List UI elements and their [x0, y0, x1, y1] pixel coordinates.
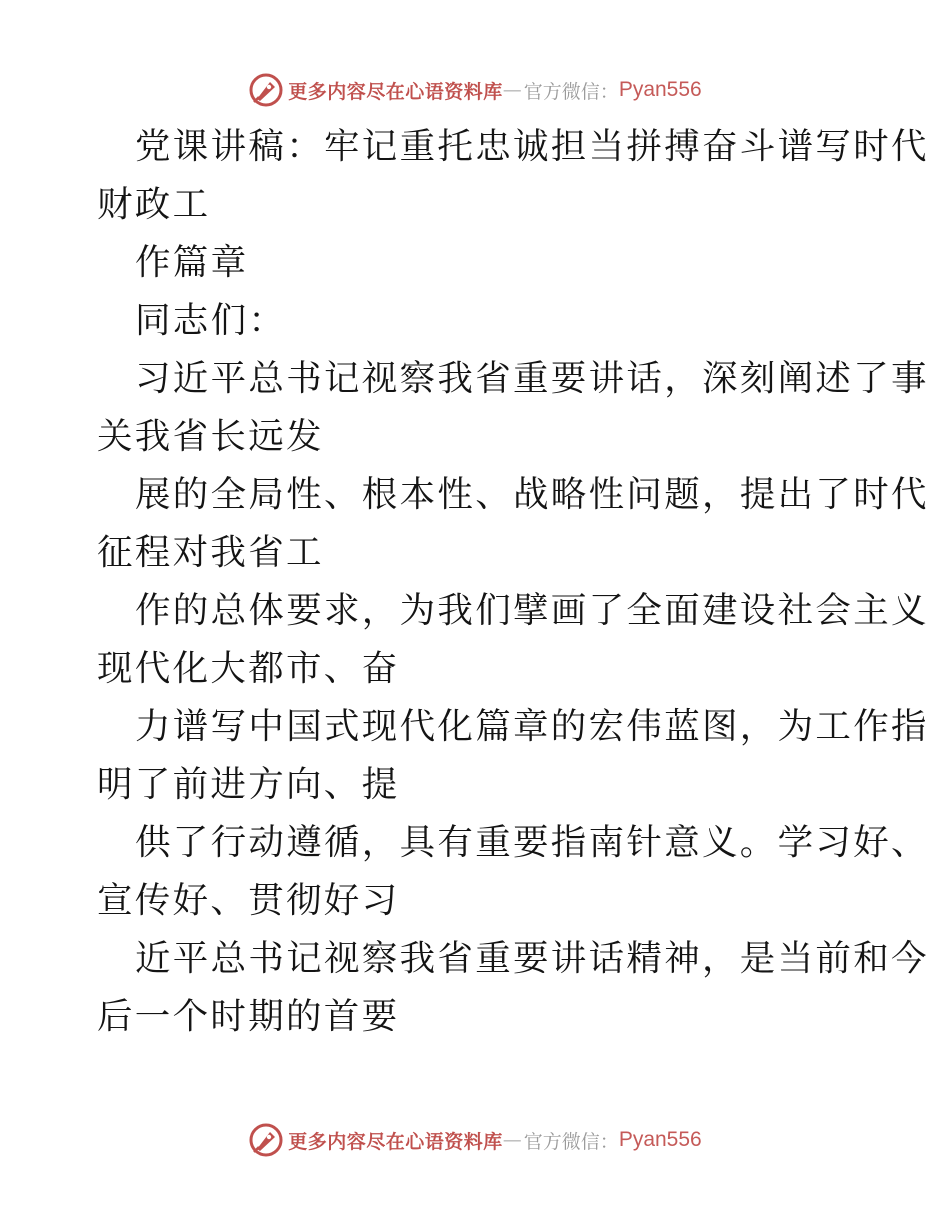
watermark-site-name: 更多内容尽在心语资料库 [288, 80, 503, 103]
watermark-wechat-label: 官方微信： [523, 80, 619, 103]
text-line: 党课讲稿：牢记重托忠诚担当拼搏奋斗谱写时代 [135, 126, 929, 167]
watermark-dash: — [502, 1129, 522, 1151]
watermark-wechat-label: 官方微信： [523, 1130, 619, 1153]
text-line: 展的全局性、根本性、战略性问题，提出了时代 [135, 474, 929, 515]
text-line: 财政工 [97, 184, 211, 225]
text-line: 作篇章 [135, 242, 249, 283]
watermark-dash: — [502, 79, 522, 101]
text-line: 作的总体要求，为我们擘画了全面建设社会主义 [135, 590, 929, 631]
text-line: 供了行动遵循，具有重要指南针意义。学习好、 [135, 822, 929, 863]
text-line: 关我省长远发 [97, 416, 324, 457]
document-body [97, 118, 929, 1046]
text-line: 宣传好、贯彻好习 [97, 880, 400, 921]
watermark-site-name: 更多内容尽在心语资料库 [288, 1130, 503, 1153]
text-line: 力谱写中国式现代化篇章的宏伟蓝图，为工作指 [135, 706, 929, 747]
text-line: 同志们： [135, 300, 287, 341]
text-line: 征程对我省工 [97, 532, 324, 573]
watermark-wechat-id: Pyan556 [618, 78, 702, 101]
text-line: 现代化大都市、奋 [97, 648, 400, 689]
pen-nib-circle-icon [248, 72, 284, 108]
text-line: 习近平总书记视察我省重要讲话，深刻阐述了事 [135, 358, 929, 399]
text-line: 明了前进方向、提 [97, 764, 400, 805]
pen-nib-circle-icon [248, 1122, 284, 1158]
header-watermark [0, 70, 950, 110]
watermark-wechat-id: Pyan556 [618, 1128, 702, 1151]
footer-watermark [0, 1120, 950, 1160]
text-line: 近平总书记视察我省重要讲话精神，是当前和今 [135, 938, 929, 979]
text-line: 后一个时期的首要 [97, 996, 400, 1037]
